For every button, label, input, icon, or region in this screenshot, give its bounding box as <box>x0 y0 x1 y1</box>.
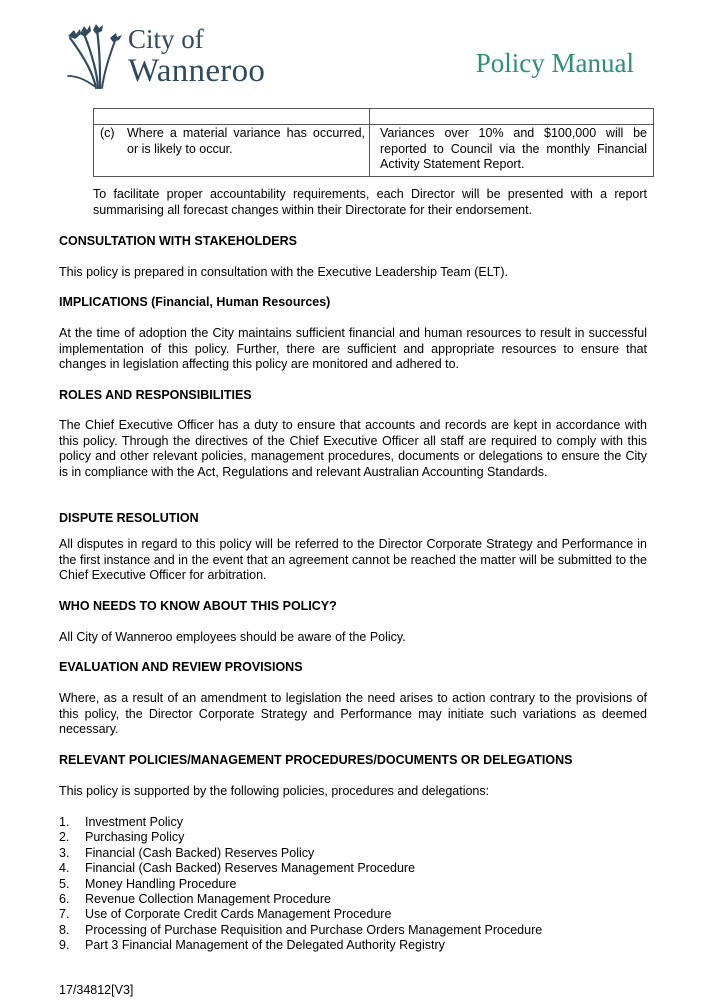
row-action-text: Variances over 10% and $100,000 will be reported to Council via the monthly Financial Activity Statement Report. <box>380 126 647 171</box>
list-item-number: 9. <box>59 938 70 953</box>
heading-who-needs-to-know: WHO NEEDS TO KNOW ABOUT THIS POLICY? <box>59 599 337 613</box>
list-item <box>59 938 647 953</box>
list-item-text: Use of Corporate Credit Cards Management Procedure <box>85 907 392 922</box>
list-item-text: Money Handling Procedure <box>85 876 237 891</box>
heading-roles: ROLES AND RESPONSIBILITIES <box>59 388 252 402</box>
list-item-number: 5. <box>59 876 70 891</box>
kangaroo-paw-emblem-icon <box>66 24 126 90</box>
list-item <box>59 815 647 830</box>
list-item-number: 6. <box>59 892 70 907</box>
list-item <box>59 907 647 922</box>
heading-dispute: DISPUTE RESOLUTION <box>59 511 199 525</box>
list-item-text: Financial (Cash Backed) Reserves Management Procedure <box>85 861 416 876</box>
list-item-text: Investment Policy <box>85 815 183 829</box>
heading-implications: IMPLICATIONS (Financial, Human Resources) <box>59 295 331 309</box>
variance-table <box>93 108 654 177</box>
table-row-empty <box>94 109 654 125</box>
document-reference: 17/34812[V3] <box>59 983 134 997</box>
policy-manual-title: Policy Manual <box>475 48 634 78</box>
list-item-number: 1. <box>59 815 70 829</box>
city-of-wanneroo-logo <box>66 24 296 90</box>
table-row <box>94 125 654 177</box>
heading-relevant-policies: RELEVANT POLICIES/MANAGEMENT PROCEDURES/DOCUMENTS OR DELEGATIONS <box>59 753 573 767</box>
table-cell-condition <box>94 125 370 177</box>
paragraph-roles: The Chief Executive Officer has a duty to ensure that accounts and records are kept in accordance with this policy. Through the directives of the Chief Executive Officer all staff are required to comply with this policy and other relevant policies, management procedures, documents or delegations to ensure the City is in compliance with the Act, Regulations and relevant Australian Accounting Standards. <box>59 418 647 479</box>
list-item-text: Processing of Purchase Requisition and Purchase Orders Management Procedure <box>85 922 543 937</box>
paragraph-implications: At the time of adoption the City maintains sufficient financial and human resources to result in successful implementation of this policy. Further, there are sufficient and appropriate resources to ensure that changes in legislation affecting this policy are monitored and adhered to. <box>59 326 647 371</box>
list-item <box>59 923 647 938</box>
list-item-text: Purchasing Policy <box>85 830 185 845</box>
paragraph-who-needs-to-know: All City of Wanneroo employees should be aware of the Policy. <box>59 630 406 644</box>
paragraph-dispute: All disputes in regard to this policy will be referred to the Director Corporate Strategy and Performance in the first instance and in the event that an agreement cannot be reached the matter will be submitted to the Chief Executive Officer for arbitration. <box>59 537 647 582</box>
logo-line-wanneroo: Wanneroo <box>128 53 266 89</box>
list-item-text: Financial (Cash Backed) Reserves Policy <box>85 845 315 860</box>
paragraph-consultation: This policy is prepared in consultation with the Executive Leadership Team (ELT). <box>59 265 509 279</box>
list-item-number: 2. <box>59 830 70 845</box>
list-item-number: 4. <box>59 861 70 876</box>
list-item-text: Part 3 Financial Management of the Delegated Authority Registry <box>85 938 445 953</box>
list-item <box>59 846 647 861</box>
list-item-number: 3. <box>59 845 70 860</box>
list-item-text: Revenue Collection Management Procedure <box>85 892 331 907</box>
logo-line-city-of: City of <box>128 24 204 54</box>
paragraph-relevant-policies: This policy is supported by the following policies, procedures and delegations: <box>59 784 490 798</box>
related-documents-list <box>59 815 647 954</box>
paragraph-evaluation: Where, as a result of an amendment to legislation the need arises to action contrary to the provisions of this policy, the Director Corporate Strategy and Performance may initiate such variations as deemed necessary. <box>59 691 647 736</box>
list-item <box>59 830 647 845</box>
row-label: (c) <box>100 126 115 140</box>
list-item <box>59 892 647 907</box>
row-condition-text: Where a material variance has occurred, or is likely to occur. <box>127 126 365 156</box>
heading-evaluation: EVALUATION AND REVIEW PROVISIONS <box>59 660 303 674</box>
list-item <box>59 861 647 876</box>
list-item-number: 7. <box>59 907 70 922</box>
intro-paragraph: To facilitate proper accountability requirements, each Director will be presented with a report summarising all forecast changes within their Directorate for their endorsement. <box>93 187 647 217</box>
list-item-number: 8. <box>59 922 70 937</box>
heading-consultation: CONSULTATION WITH STAKEHOLDERS <box>59 234 297 248</box>
list-item <box>59 877 647 892</box>
table-cell-action <box>370 125 654 177</box>
